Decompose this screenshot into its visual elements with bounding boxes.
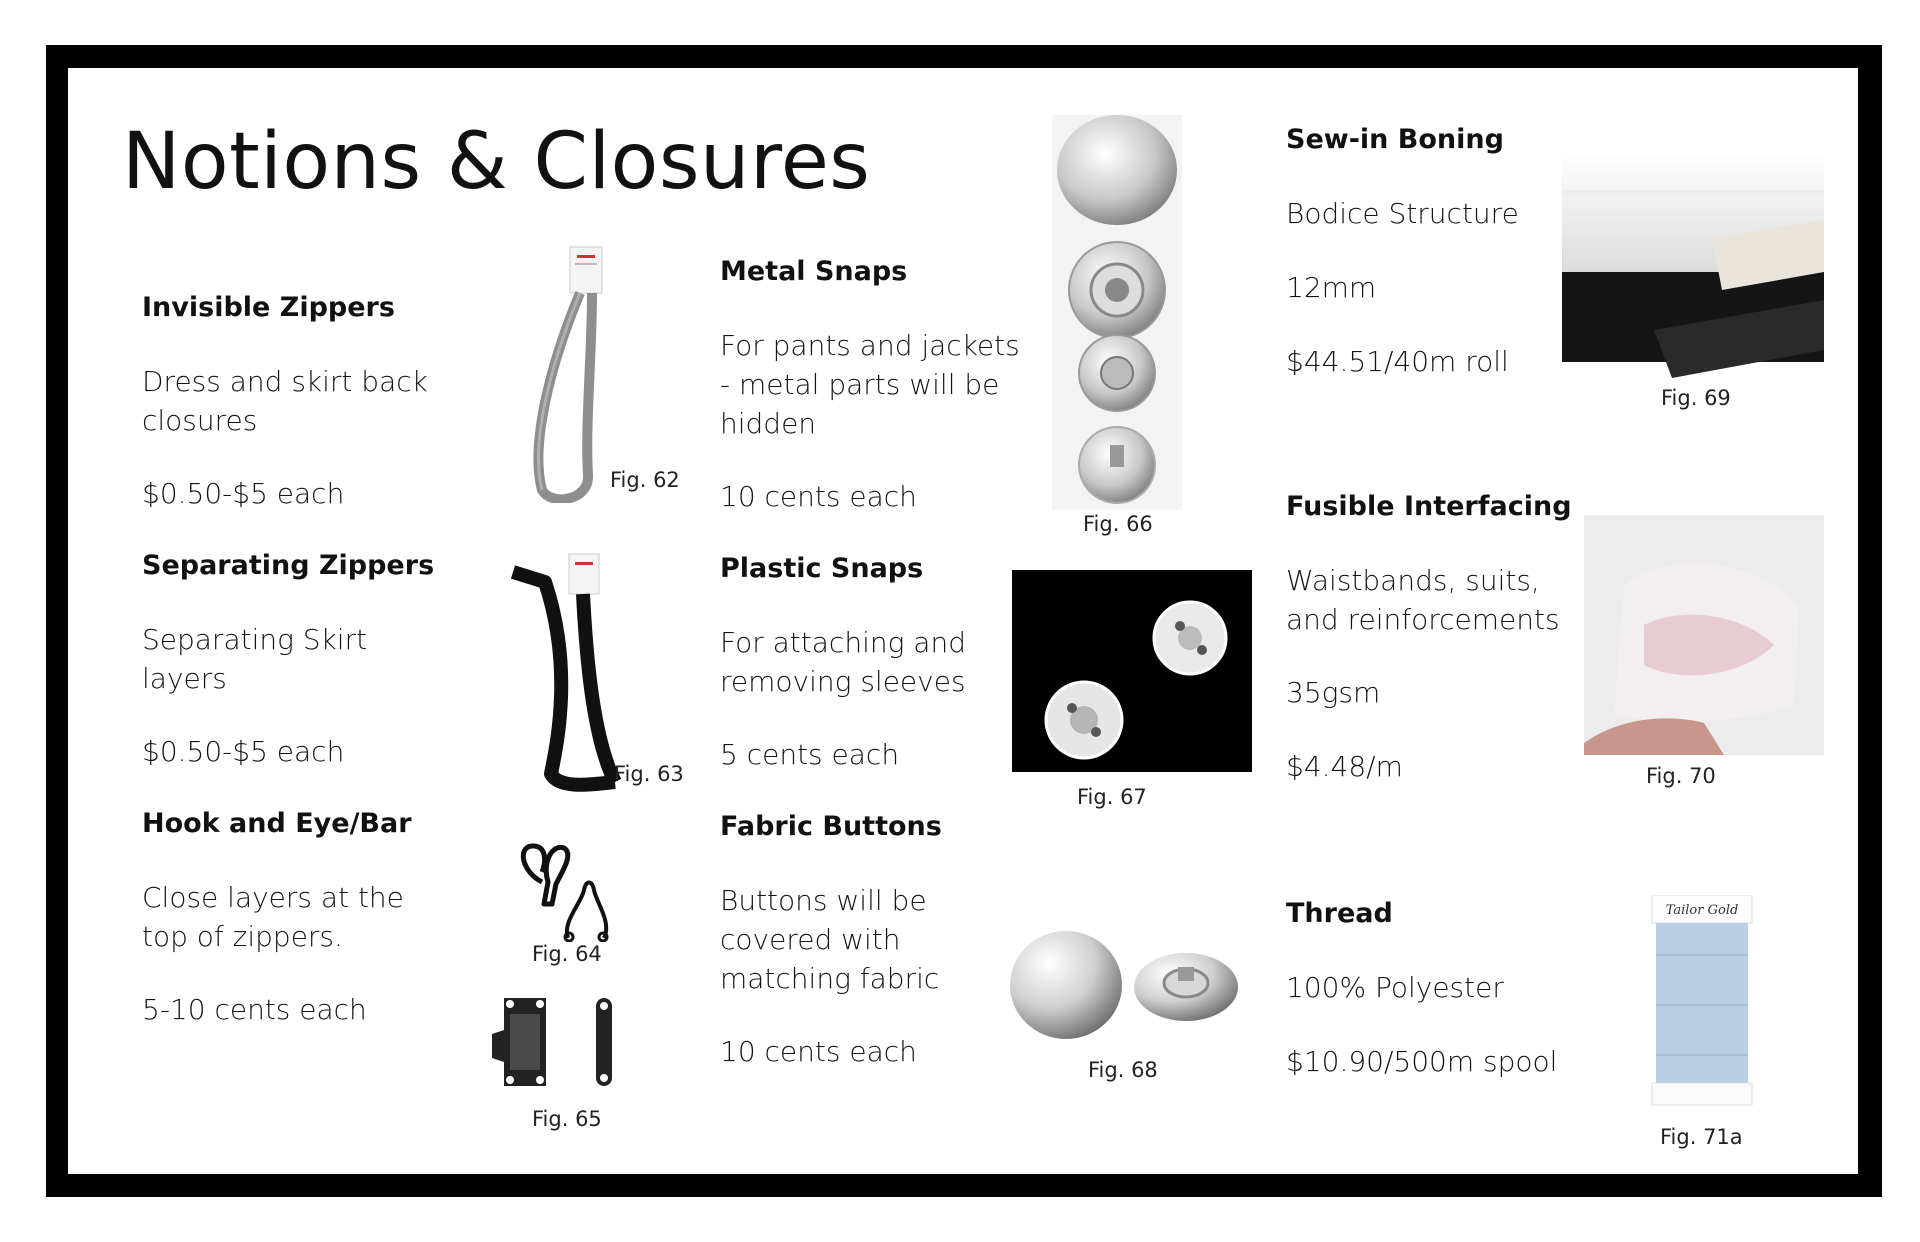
fig-62-caption: Fig. 62 (610, 468, 680, 492)
sewin-boning-price: $44.51/40m roll (1286, 345, 1509, 378)
fig-65-caption: Fig. 65 (532, 1107, 602, 1131)
separating-zippers-price: $0.50-$5 each (142, 735, 345, 768)
thread-price: $10.90/500m spool (1286, 1045, 1558, 1078)
sewin-boning-use: Bodice Structure (1286, 197, 1519, 230)
fig-64-caption: Fig. 64 (532, 942, 602, 966)
fusible-interfacing-image (1584, 515, 1824, 755)
fig-71a-caption: Fig. 71a (1660, 1125, 1743, 1149)
thread-heading: Thread (1286, 898, 1393, 929)
sewin-boning-image (1562, 150, 1824, 378)
invisible-zipper-image (530, 245, 640, 503)
fusible-interfacing-heading: Fusible Interfacing (1286, 491, 1572, 522)
plastic-snaps-image (1012, 570, 1252, 772)
thread-spool-image (1648, 895, 1758, 1107)
separating-zippers-use: Separating Skirt layers (142, 623, 368, 695)
metal-snaps-image (1052, 115, 1182, 510)
separating-zippers-heading: Separating Zippers (142, 550, 435, 581)
sewin-boning-heading: Sew-in Boning (1286, 124, 1504, 155)
fig-67-caption: Fig. 67 (1077, 785, 1147, 809)
fabric-buttons-image (1008, 925, 1248, 1045)
fig-70-caption: Fig. 70 (1646, 764, 1716, 788)
plastic-snaps-use: For attaching and removing sleeves (720, 626, 966, 698)
fig-66-caption: Fig. 66 (1083, 512, 1153, 536)
fusible-interfacing-weight: 35gsm (1286, 676, 1381, 709)
hook-and-eye-price: 5-10 cents each (142, 993, 367, 1026)
fabric-buttons-heading: Fabric Buttons (720, 811, 942, 842)
separating-zipper-image (505, 552, 645, 792)
fig-68-caption: Fig. 68 (1088, 1058, 1158, 1082)
fig-69-caption: Fig. 69 (1661, 386, 1731, 410)
fig-63-caption: Fig. 63 (614, 762, 684, 786)
hook-and-eye-image (512, 842, 612, 942)
plastic-snaps-heading: Plastic Snaps (720, 553, 924, 584)
page-title: Notions & Closures (122, 117, 871, 207)
hook-and-eye-heading: Hook and Eye/Bar (142, 808, 412, 839)
fusible-interfacing-use: Waistbands, suits, and reinforcements (1286, 564, 1560, 636)
fabric-buttons-price: 10 cents each (720, 1035, 917, 1068)
invisible-zippers-use: Dress and skirt back closures (142, 365, 428, 437)
hook-and-bar-image (484, 992, 624, 1092)
spool-label: Tailor Gold (1665, 903, 1739, 918)
metal-snaps-use: For pants and jackets - metal parts will be hidden (720, 329, 1020, 440)
fusible-interfacing-price: $4.48/m (1286, 750, 1403, 783)
fabric-buttons-use: Buttons will be covered with matching fabric (720, 884, 940, 995)
invisible-zippers-price: $0.50-$5 each (142, 477, 345, 510)
metal-snaps-heading: Metal Snaps (720, 256, 908, 287)
metal-snaps-price: 10 cents each (720, 480, 917, 513)
invisible-zippers-heading: Invisible Zippers (142, 292, 395, 323)
thread-material: 100% Polyester (1286, 971, 1504, 1004)
hook-and-eye-use: Close layers at the top of zippers. (142, 881, 404, 953)
sewin-boning-size: 12mm (1286, 271, 1377, 304)
plastic-snaps-price: 5 cents each (720, 738, 900, 771)
